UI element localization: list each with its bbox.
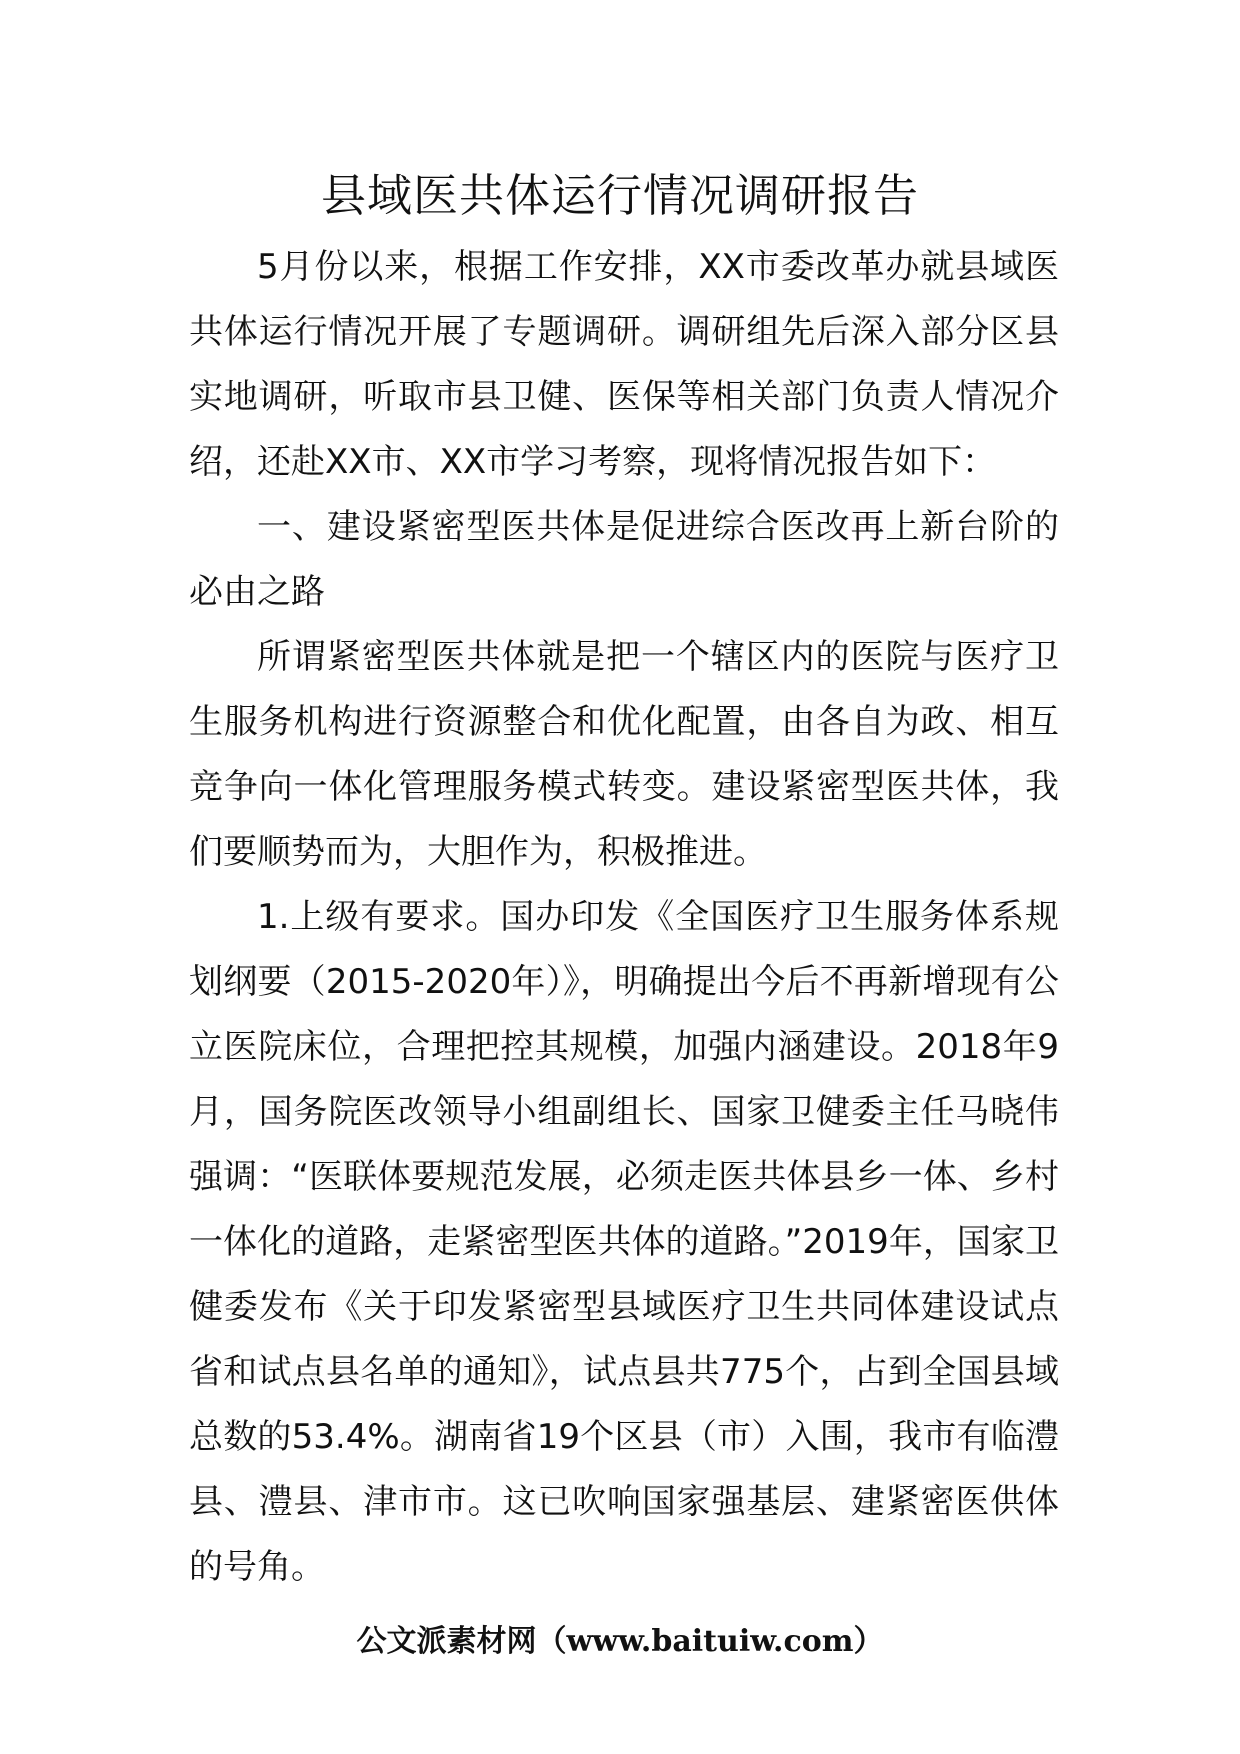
paragraph-intro: 5月份以来，根据工作安排，XX市委改革办就县域医共体运行情况开展了专题调研。调研组先后深入部分区县实地调研，听取市县卫健、医保等相关部门负责人情况介绍，还赴XX市、XX市学习考察，现将情况报告如下：	[189, 247, 1059, 482]
document-title: 县域医共体运行情况调研报告	[320, 169, 919, 222]
paragraph-requirements: 1.上级有要求。国办印发《全国医疗卫生服务体系规划纲要（2015-2020年）》，明确提出今后不再新增现有公立医院床位，合理把控其规模，加强内涵建设。2018年9月，国务院医改领导小组副组长、国家卫健委主任马晓伟强调：“医联体要规范发展，必须走医共体县乡一体、乡村一体化的道路，走紧密型医共体的道路。”2019年，国家卫健委发布《关于印发紧密型县域医疗卫生共同体建设试点省和试点县名单的通知》，试点县共775个，占到全国县域总数的53.4%。湖南省19个区县（市）入围，我市有临澧县、澧县、津市市。这已吹响国家强基层、建紧密医供体的号角。	[189, 897, 1059, 1587]
document-body	[189, 235, 1059, 1600]
section-heading-1: 一、建设紧密型医共体是促进综合医改再上新台阶的必由之路	[189, 507, 1059, 612]
footer-watermark: 公文派素材网（www.baituiw.com）	[356, 1624, 884, 1659]
paragraph-definition: 所谓紧密型医共体就是把一个辖区内的医院与医疗卫生服务机构进行资源整合和优化配置，由各自为政、相互竞争向一体化管理服务模式转变。建设紧密型医共体，我们要顺势而为，大胆作为，积极推进。	[189, 637, 1059, 872]
